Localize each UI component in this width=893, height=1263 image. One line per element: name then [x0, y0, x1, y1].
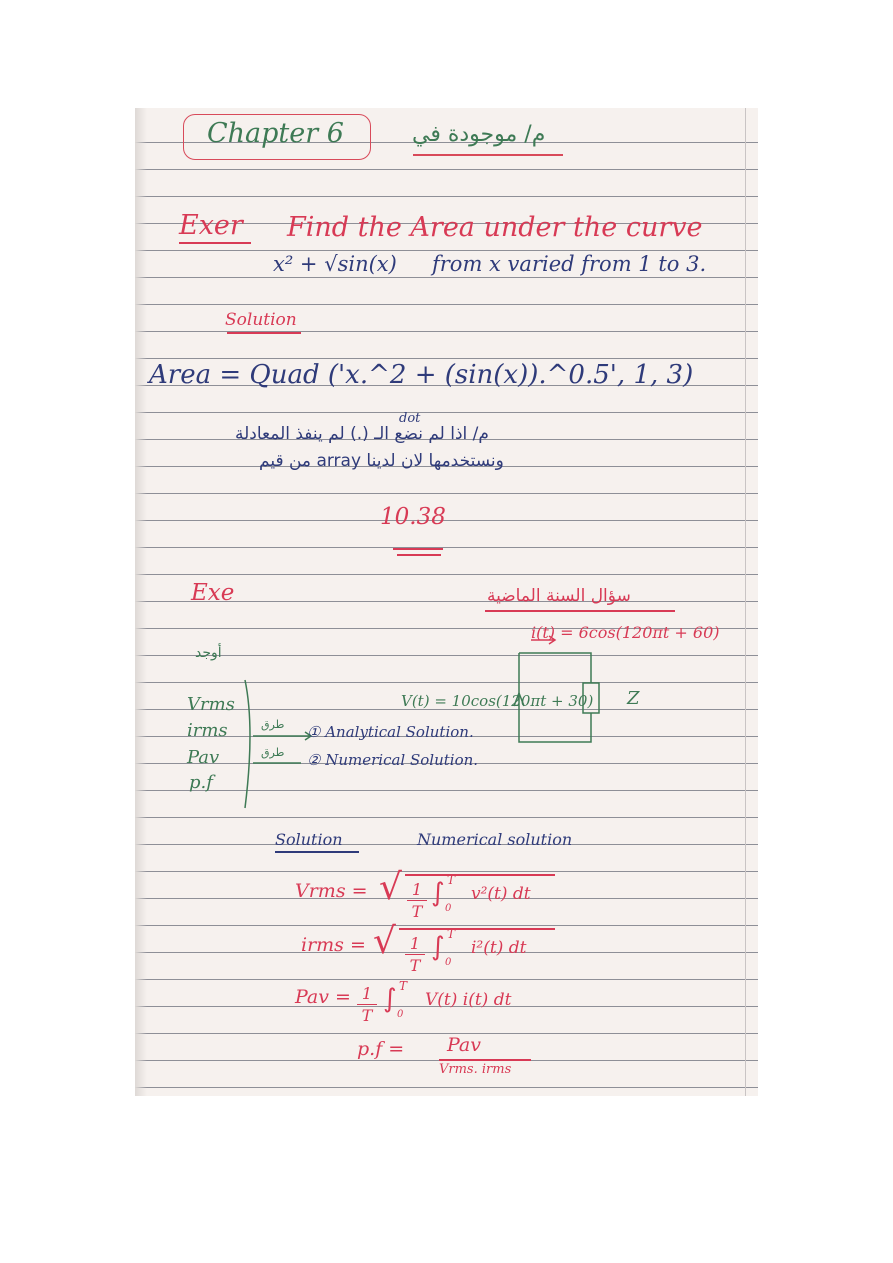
voltage-expression: V(t) = 10cos(120πt + 30)	[401, 692, 594, 710]
quantity-pf: p.f	[189, 772, 213, 793]
current-expression: i(t) = 6cos(120πt + 60)	[531, 623, 720, 642]
exercise-2-label: Exe	[191, 580, 235, 606]
notebook-page	[135, 108, 758, 1096]
vrms-upper-limit: T	[447, 873, 456, 887]
irms-fraction-bar	[405, 954, 425, 955]
vrms-fraction	[407, 880, 427, 921]
irms-sqrt-bar	[399, 928, 555, 930]
vrms-fraction-denominator: T	[411, 902, 423, 921]
vrms-fraction-bar	[407, 900, 427, 901]
vrms-sqrt-bar	[405, 874, 555, 876]
irms-upper-limit: T	[447, 927, 456, 941]
vrms-fraction-numerator: 1	[411, 880, 423, 899]
irms-fraction	[405, 934, 425, 975]
range-text: from x varied from 1 to 3.	[432, 252, 707, 276]
method-analytical: ① Analytical Solution.	[307, 723, 474, 741]
irms-fraction-denominator: T	[409, 956, 421, 975]
irms-sqrt-sign: √	[373, 921, 396, 962]
pf-fraction-bar	[439, 1059, 531, 1061]
pav-lhs: Pav =	[295, 986, 351, 1008]
method-numerical: ② Numerical Solution.	[307, 751, 479, 769]
pav-fraction-bar	[357, 1004, 377, 1005]
arabic-note-line-1: م/ اذا لم نضع الـ (.) لم ينفذ المعادلة	[235, 424, 489, 444]
chapter-title: Chapter 6	[207, 118, 344, 149]
exercise-1-title: Find the Area under the curve	[287, 212, 703, 243]
pav-fraction-numerator: 1	[361, 984, 373, 1003]
vrms-lower-limit: 0	[445, 903, 452, 914]
pf-lhs: p.f =	[357, 1038, 405, 1060]
solution-2-label: Solution	[275, 830, 343, 849]
quantity-pav: Pav	[187, 747, 220, 768]
arrow-label-1: طرق	[261, 718, 285, 731]
arabic-note-line-2: ونستخدمها لان لدينا array من قيم	[259, 451, 504, 471]
vrms-lhs: Vrms =	[295, 880, 368, 902]
irms-integrand: i²(t) dt	[471, 938, 527, 958]
quantity-irms: irms	[187, 720, 228, 741]
arabic-past-exam-header: سؤال السنة الماضية	[487, 586, 631, 606]
pav-fraction-denominator: T	[361, 1006, 373, 1025]
solution-1-label: Solution	[225, 310, 297, 330]
dot-annotation: dot	[399, 411, 421, 426]
irms-fraction-numerator: 1	[409, 934, 421, 953]
vrms-integrand: v²(t) dt	[471, 884, 531, 904]
arabic-chapter-note: م/ موجودة في	[412, 122, 546, 147]
pav-lower-limit: 0	[397, 1009, 404, 1020]
pav-integrand: V(t) i(t) dt	[425, 990, 512, 1010]
quantity-vrms: Vrms	[187, 694, 235, 715]
pav-fraction	[357, 984, 377, 1025]
function-expression: x² + √sin(x)	[273, 252, 397, 276]
arrow-label-2: طرق	[261, 746, 285, 759]
arabic-find-label: أوجد	[195, 645, 222, 661]
pav-upper-limit: T	[399, 979, 408, 993]
pf-numerator: Pav	[447, 1034, 481, 1056]
circuit-diagram	[135, 108, 758, 1096]
quad-code-line: Area = Quad ('x.^2 + (sin(x)).^0.5', 1, 3)	[149, 360, 694, 390]
numerical-solution-heading: Numerical solution	[417, 830, 573, 849]
exercise-1-label: Exer	[179, 210, 243, 241]
vrms-sqrt-sign: √	[379, 867, 402, 908]
vrms-integral-sign: ∫	[431, 878, 445, 908]
irms-lower-limit: 0	[445, 957, 452, 968]
solution-2-underline	[275, 851, 359, 853]
irms-lhs: irms =	[301, 934, 366, 956]
result-value: 10.38	[380, 504, 446, 530]
pav-integral-sign: ∫	[383, 984, 397, 1014]
pf-denominator: Vrms. irms	[439, 1062, 512, 1077]
impedance-label: Z	[627, 688, 640, 709]
irms-integral-sign: ∫	[431, 932, 445, 962]
